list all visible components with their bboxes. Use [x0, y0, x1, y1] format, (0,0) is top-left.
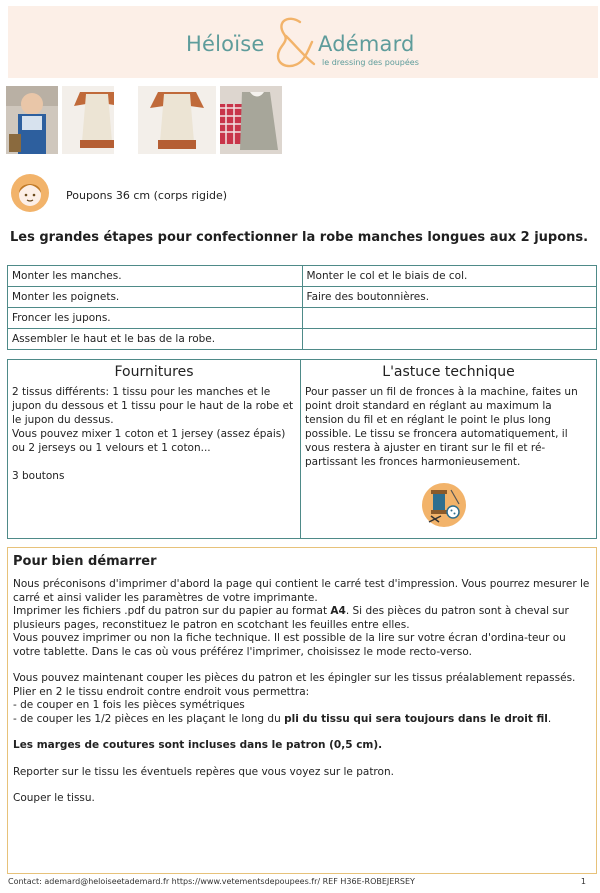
paragraph: Reporter sur le tissu les éventuels repères que vous voyez sur le patron. — [13, 765, 394, 778]
table-row — [8, 266, 597, 287]
footer-contact: Contact: ademard@heloiseetademard.fr https://www.vetementsdepoupees.fr/ REF H36E-ROBEJERSEY — [8, 877, 415, 886]
table-row — [8, 287, 597, 308]
tip-body: Pour passer un fil de fronces à la machine, faites un point droit standard en réglant au maximum la tension du fil et en réglant le point le plus long possible. Le tissu se froncera automatiquement, il vous restera à ajuster en tirant sur le fil et ré-partissant les fronces harmonieusement. — [305, 386, 578, 468]
step-cell: Monter le col et le biais de col. — [302, 266, 597, 287]
paragraph: - de couper en 1 fois les pièces symétriques — [13, 699, 245, 711]
brand-name-left: Héloïse — [186, 32, 265, 56]
supplies-mix: Vous pouvez mixer 1 coton et 1 jersey (assez épais) ou 2 jerseys ou 1 velours et 1 coton... — [12, 428, 286, 454]
supplies-buttons: 3 boutons — [12, 470, 65, 482]
step-cell: Assembler le haut et le bas de la robe. — [8, 329, 303, 350]
doll-size-label: Poupons 36 cm (corps rigide) — [66, 189, 228, 202]
page-title: Les grandes étapes pour confectionner la robe manches longues aux 2 jupons. — [10, 230, 589, 245]
step-cell: Monter les poignets. — [8, 287, 303, 308]
tip-heading: L'astuce technique — [382, 364, 515, 380]
paragraph: Nous préconisons d'imprimer d'abord la page qui contient le carré test d'impression. Vous pourrez mesurer le carré et ainsi valider les paramètres de votre imprimante. — [13, 578, 590, 604]
step-cell: Froncer les jupons. — [8, 308, 303, 329]
paragraph: Vous pouvez imprimer ou non la fiche technique. Il est possible de la lire sur votre écran d'ordina-teur ou votre tablette. Dans le cas où vous préférez l'imprimer, choisissez le mode recto-verso. — [13, 632, 566, 658]
getting-started-heading: Pour bien démarrer — [13, 554, 157, 569]
doll-face-icon — [10, 173, 50, 213]
paragraph: Couper le tissu. — [13, 792, 95, 804]
photo-dress-back — [138, 86, 216, 154]
supplies-box — [7, 359, 301, 539]
header-banner — [8, 6, 598, 78]
supplies-fabrics: 2 tissus différents: 1 tissu pour les manches et le jupon du dessous et 1 tissu pour le haut de la robe et le jupon du dessus. — [12, 386, 294, 426]
footer — [8, 877, 598, 886]
step-cell — [302, 308, 597, 329]
step-cell — [302, 329, 597, 350]
sewing-notions-icon — [421, 482, 467, 528]
step-cell: Faire des boutonnières. — [302, 287, 597, 308]
supplies-body — [8, 382, 300, 486]
step-cell: Monter les manches. — [8, 266, 303, 287]
tip-box — [300, 359, 597, 539]
ampersand-icon — [270, 12, 318, 72]
paragraph: Imprimer les fichiers .pdf du patron sur du papier au format A4. Si des pièces du patron sont à cheval sur plusieurs pages, reconstituez le patron en scotchant les feuilles entre elles. — [13, 605, 569, 631]
table-row — [8, 308, 597, 329]
page-number: 1 — [580, 877, 586, 886]
supplies-heading: Fournitures — [114, 364, 194, 380]
photo-doll — [6, 86, 58, 154]
paragraph: Vous pouvez maintenant couper les pièces du patron et les épingler sur les tissus préalablement repassés. — [13, 672, 576, 684]
brand-logo — [178, 22, 438, 74]
getting-started-box — [7, 547, 597, 874]
brand-name-right: Adémard — [318, 32, 415, 56]
brand-tagline: le dressing des poupées — [322, 58, 419, 67]
photo-dress-front — [62, 86, 114, 154]
steps-table — [7, 265, 597, 350]
paragraph: Les marges de coutures sont incluses dans le patron (0,5 cm). — [13, 739, 383, 751]
photo-jersey-dress — [220, 86, 282, 154]
paragraph: - de couper les 1/2 pièces en les plaçant le long du pli du tissu qui sera toujours dans le droit fil. — [13, 712, 552, 725]
table-row — [8, 329, 597, 350]
paragraph: Plier en 2 le tissu endroit contre endroit vous permettra: — [13, 685, 310, 698]
